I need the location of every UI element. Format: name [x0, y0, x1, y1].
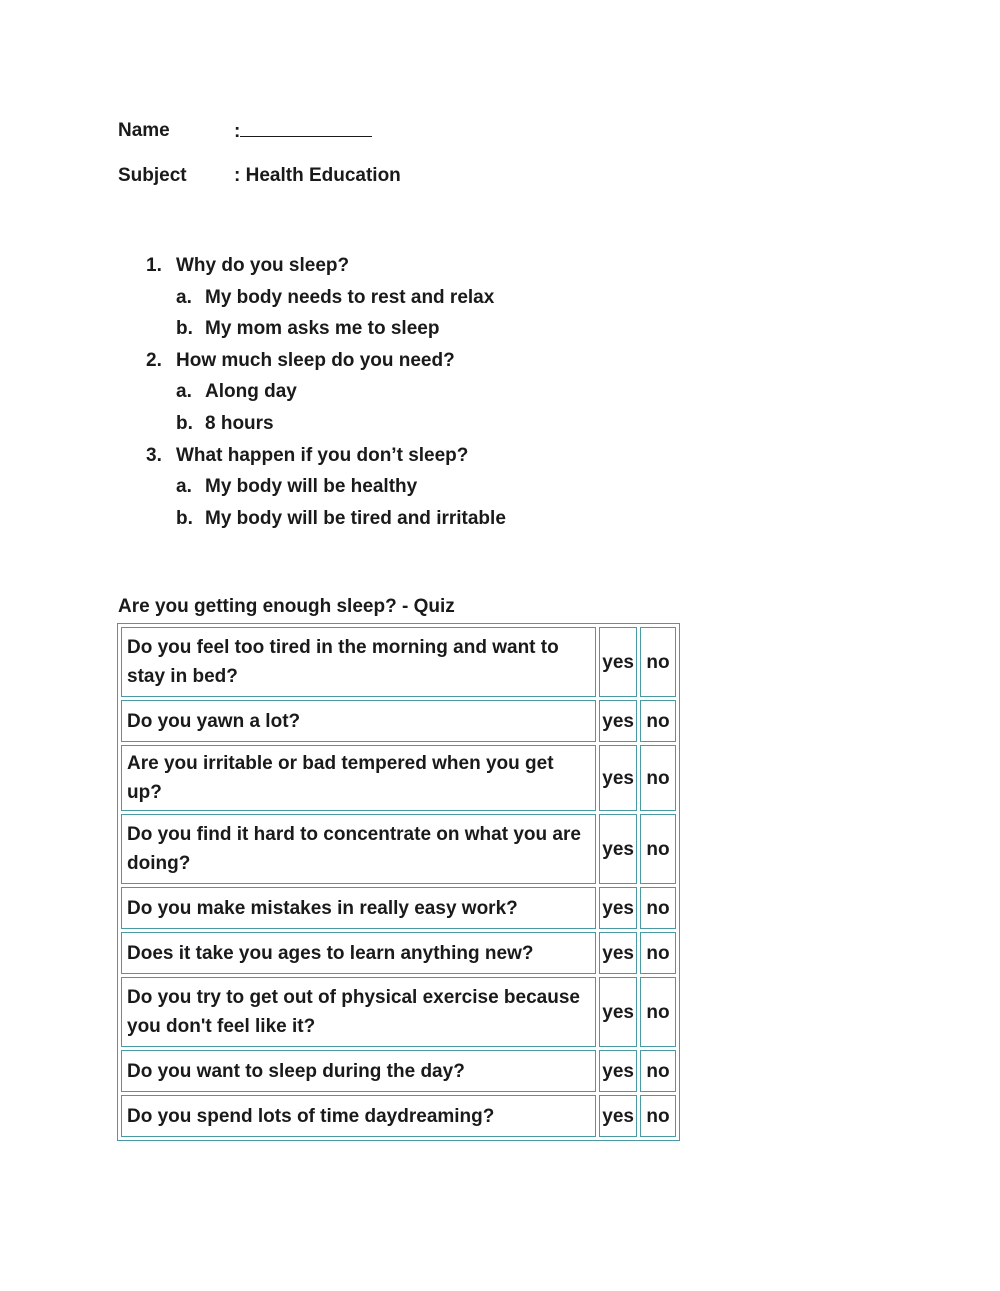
- quiz-question: Are you irritable or bad tempered when you get up?: [121, 745, 596, 811]
- no-option[interactable]: no: [640, 700, 676, 742]
- question-number: 3.: [146, 444, 162, 466]
- option-2b[interactable]: [146, 412, 506, 444]
- option-letter: a.: [176, 476, 192, 498]
- option-text: Along day: [205, 381, 297, 403]
- yes-option[interactable]: yes: [599, 814, 637, 884]
- no-option[interactable]: no: [640, 1095, 676, 1137]
- option-1b[interactable]: [146, 317, 506, 349]
- no-option[interactable]: no: [640, 745, 676, 811]
- question-3: [146, 444, 506, 476]
- option-text: 8 hours: [205, 412, 274, 434]
- name-label: Name: [118, 120, 170, 141]
- quiz-question: Do you spend lots of time daydreaming?: [121, 1095, 596, 1137]
- yes-option[interactable]: yes: [599, 887, 637, 929]
- question-number: 2.: [146, 349, 162, 371]
- option-letter: a.: [176, 286, 192, 308]
- name-colon: :: [234, 121, 241, 142]
- question-list: [146, 254, 506, 538]
- quiz-table: [117, 623, 680, 1141]
- yes-option[interactable]: yes: [599, 977, 637, 1047]
- yes-option[interactable]: yes: [599, 1095, 637, 1137]
- quiz-row: [121, 1095, 676, 1137]
- quiz-row: [121, 887, 676, 929]
- yes-option[interactable]: yes: [599, 932, 637, 974]
- question-text: What happen if you don’t sleep?: [176, 444, 469, 466]
- question-text: How much sleep do you need?: [176, 349, 455, 371]
- yes-option[interactable]: yes: [599, 627, 637, 697]
- name-blank-line[interactable]: [240, 120, 372, 137]
- quiz-row: [121, 977, 676, 1047]
- yes-option[interactable]: yes: [599, 745, 637, 811]
- quiz-question: Does it take you ages to learn anything new?: [121, 932, 596, 974]
- question-1: [146, 254, 506, 286]
- option-text: My body will be tired and irritable: [205, 507, 506, 529]
- question-number: 1.: [146, 255, 162, 276]
- no-option[interactable]: no: [640, 1050, 676, 1092]
- subject-value: : Health Education: [234, 165, 401, 186]
- option-3a[interactable]: [146, 475, 506, 507]
- option-text: My body will be healthy: [205, 476, 418, 498]
- quiz-row: [121, 814, 676, 884]
- quiz-row: [121, 627, 676, 697]
- quiz-question: Do you want to sleep during the day?: [121, 1050, 596, 1092]
- quiz-question: Do you feel too tired in the morning and want to stay in bed?: [121, 627, 596, 697]
- question-text: Why do you sleep?: [176, 255, 350, 276]
- option-2a[interactable]: [146, 380, 506, 412]
- no-option[interactable]: no: [640, 887, 676, 929]
- name-field[interactable]: [234, 120, 372, 143]
- quiz-question: Do you yawn a lot?: [121, 700, 596, 742]
- quiz-row: [121, 745, 676, 811]
- yes-option[interactable]: yes: [599, 1050, 637, 1092]
- quiz-question: Do you find it hard to concentrate on what you are doing?: [121, 814, 596, 884]
- question-2: [146, 349, 506, 381]
- no-option[interactable]: no: [640, 627, 676, 697]
- option-text: My body needs to rest and relax: [205, 286, 495, 308]
- no-option[interactable]: no: [640, 977, 676, 1047]
- yes-option[interactable]: yes: [599, 700, 637, 742]
- option-letter: b.: [176, 507, 193, 529]
- option-3b[interactable]: [146, 507, 506, 539]
- option-letter: b.: [176, 318, 193, 340]
- no-option[interactable]: no: [640, 814, 676, 884]
- quiz-row: [121, 700, 676, 742]
- no-option[interactable]: no: [640, 932, 676, 974]
- quiz-question: Do you make mistakes in really easy work?: [121, 887, 596, 929]
- quiz-row: [121, 1050, 676, 1092]
- option-letter: a.: [176, 381, 192, 403]
- subject-label: Subject: [118, 165, 187, 186]
- quiz-row: [121, 932, 676, 974]
- option-text: My mom asks me to sleep: [205, 318, 440, 340]
- option-1a[interactable]: [146, 286, 506, 318]
- quiz-question: Do you try to get out of physical exercise because you don't feel like it?: [121, 977, 596, 1047]
- quiz-title: Are you getting enough sleep? - Quiz: [118, 596, 455, 617]
- option-letter: b.: [176, 412, 193, 434]
